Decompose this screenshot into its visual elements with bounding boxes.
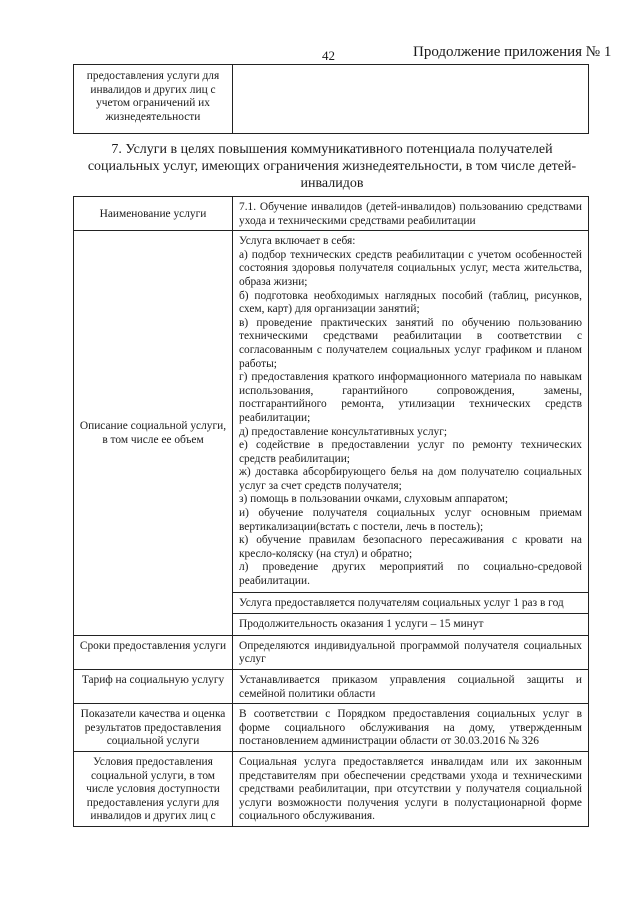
description-item: ж) доставка абсорбирующего белья на дом получателю социальных услуг за счет средств получателя;	[239, 466, 582, 492]
terms-value: Определяются индивидуальной программой получателя социальных услуг	[233, 635, 589, 669]
description-item: л) проведение других мероприятий по социально-средовой реабилитации.	[239, 561, 582, 588]
service-name-value: 7.1. Обучение инвалидов (детей-инвалидов) пользованию средствами ухода и техническими средствами реабилитации	[233, 197, 589, 231]
description-intro: Услуга включает в себя:	[239, 235, 356, 248]
previous-section-table	[73, 64, 589, 134]
description-item: б) подготовка необходимых наглядных пособий (таблиц, рисунков, схем, карт) для организации занятий;	[239, 289, 582, 316]
description-item: к) обучение правилам безопасного пересаживания с кровати на кресло-коляску (на стул) и обратно;	[239, 534, 582, 560]
table-row	[74, 231, 589, 636]
table-row	[74, 751, 589, 826]
previous-section-left-cell: предоставления услуги для инвалидов и других лиц с учетом ограничений их жизнедеятельности	[74, 65, 233, 134]
description-box	[233, 231, 588, 591]
description-cell	[233, 231, 589, 636]
page-number: 42	[322, 48, 335, 63]
description-item: з) помощь в пользовании очками, слуховым аппаратом;	[239, 493, 509, 506]
tariff-value: Устанавливается приказом управления социальной защиты и семейной политики области	[233, 670, 589, 704]
table-row	[74, 65, 589, 134]
duration-box	[233, 613, 588, 635]
duration-text: Продолжительность оказания 1 услуги – 15 минут	[239, 618, 484, 631]
conditions-label: Условия предоставления социальной услуги, в том числе условия доступности предоставления услуги для инвалидов и других лиц с	[74, 751, 233, 826]
table-row	[74, 635, 589, 669]
description-item: е) содействие в предоставлении услуг по ремонту технических средств реабилитации;	[239, 439, 582, 465]
description-item: а) подбор технических средств реабилитации с учетом особенностей состояния здоровья получателя социальных услуг, места жительства, образа жизни;	[239, 248, 582, 288]
service-table	[73, 196, 589, 827]
table-row	[74, 704, 589, 752]
description-item: г) предоставления краткого информационного материала по навыкам использования, гарантийного сопровождения, замены, постгарантийного ремонта, утилизации технических средств реабилитации;	[239, 371, 582, 424]
description-item: и) обучение получателя социальных услуг основным приемам вертикализации(встать с постели, лечь в постель);	[239, 507, 582, 533]
frequency-box	[233, 592, 588, 614]
appendix-continuation-label: Продолжение приложения № 1	[413, 44, 612, 60]
tariff-label: Тариф на социальную услугу	[74, 670, 233, 704]
description-label: Описание социальной услуги, в том числе ее объем	[74, 231, 233, 636]
description-item: д) предоставление консультативных услуг;	[239, 425, 448, 438]
quality-label: Показатели качества и оценка результатов предоставления социальной услуги	[74, 704, 233, 752]
description-item: в) проведение практических занятий по обучению пользованию техническими средствами реабилитации в соответствии с согласованным с получателем социальных услуг графиком и планом работы;	[239, 316, 582, 370]
terms-label: Сроки предоставления услуги	[74, 635, 233, 669]
table-row	[74, 197, 589, 231]
quality-value: В соответствии с Порядком предоставления социальных услуг в форме социального обслуживания на дому, утвержденным постановлением администрации области от 30.03.2016 № 326	[233, 704, 589, 752]
previous-section-right-cell	[233, 65, 589, 134]
section-heading: 7. Услуги в целях повышения коммуникативного потенциала получателей социальных услуг, имеющих ограничения жизнедеятельности, в том числе детей-инвалидов	[87, 142, 577, 191]
frequency-text: Услуга предоставляется получателям социальных услуг 1 раз в год	[239, 596, 564, 609]
conditions-value: Социальная услуга предоставляется инвалидам или их законным представителям при обеспечении средствами ухода и техническими средствами реабилитации, при отсутствии у получателя социальной услуги возможности получения услуги в полустационарной форме социального обслуживания.	[233, 751, 589, 826]
table-row	[74, 670, 589, 704]
service-name-label: Наименование услуги	[74, 197, 233, 231]
